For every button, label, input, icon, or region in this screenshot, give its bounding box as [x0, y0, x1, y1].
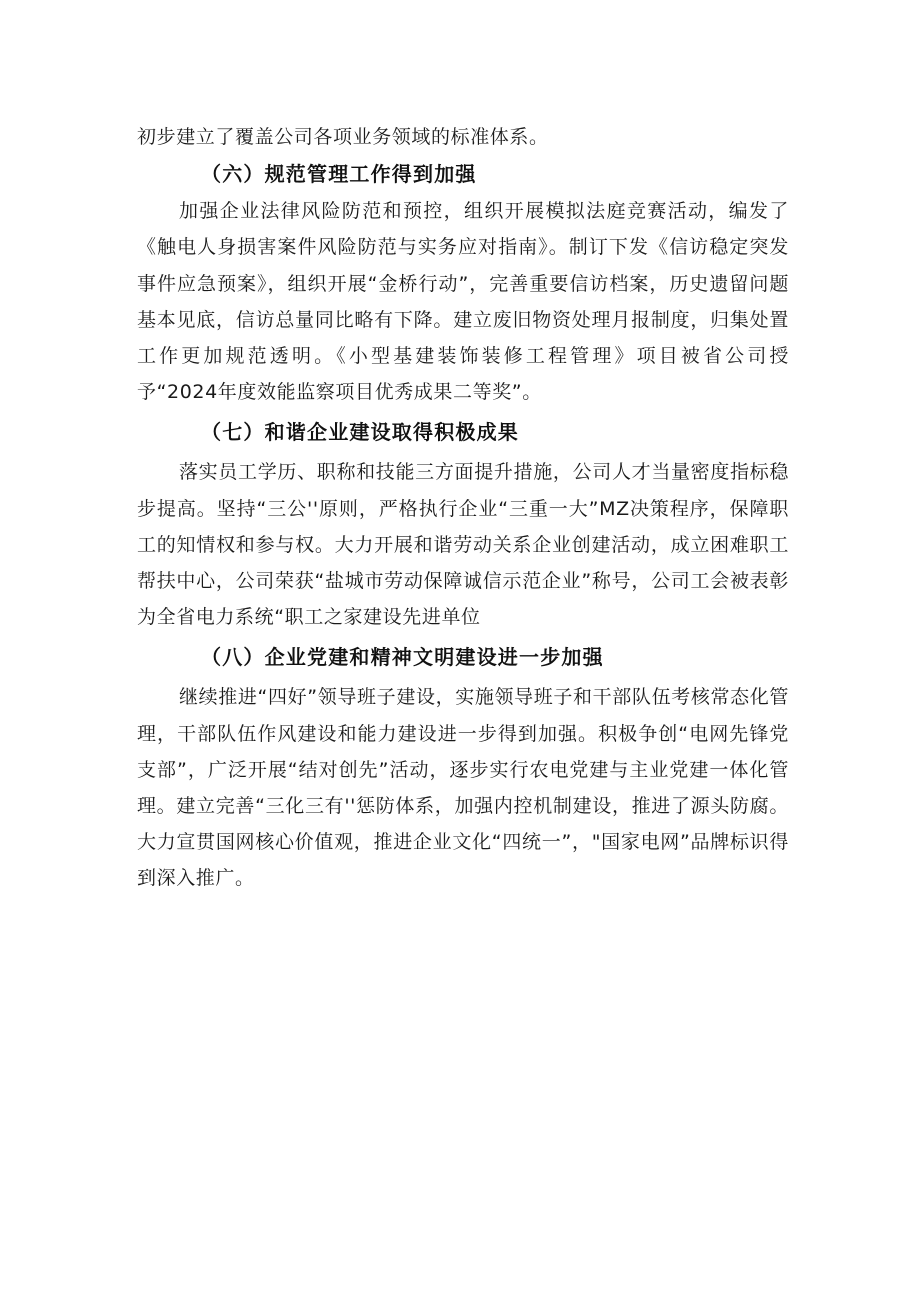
section-heading-6: （六）规范管理工作得到加强 — [201, 162, 477, 187]
section-heading-8: （八）企业党建和精神文明建设进一步加强 — [201, 645, 604, 670]
lead-paragraph: 初步建立了覆盖公司各项业务领域的标准体系。 — [137, 126, 549, 148]
section-body-6: 加强企业法律风险防范和预控，组织开展模拟法庭竞赛活动，编发了《触电人身损害案件风险防范与实务应对指南》。制订下发《信访稳定突发事件应急预案》，组织开展“金桥行动”，完善重要信访档案，历史遗留问题基本见底，信访总量同比略有下降。建立废旧物资处理月报制度，归集处置工作更加规范透明。《小型基建装饰装修工程管理》项目被省公司授予“2024年度效能监察项目优秀成果二等奖”。 — [137, 200, 789, 404]
section-body-7: 落实员工学历、职称和技能三方面提升措施，公司人才当量密度指标稳步提高。坚持“三公''原则，严格执行企业“三重一大”MZ决策程序，保障职工的知情权和参与权。大力开展和谐劳动关系企业创建活动，成立困难职工帮扶中心，公司荣获“盐城市劳动保障诚信示范企业”称号，公司工会被表彰为全省电力系统“职工之家建设先进单位 — [137, 461, 789, 629]
section-body-8: 继续推进“四好”领导班子建设，实施领导班子和干部队伍考核常态化管理，干部队伍作风建设和能力建设进一步得到加强。积极争创“电网先锋党支部”，广泛开展“结对创先”活动，逐步实行农电党建与主业党建一体化管理。建立完善“三化三有''惩防体系，加强内控机制建设，推进了源头防腐。大力宣贯国网核心价值观，推进企业文化“四统一”，"国家电网”品牌标识得到深入推广。 — [137, 686, 789, 890]
document-body — [137, 119, 789, 897]
section-heading-7: （七）和谐企业建设取得积极成果 — [201, 420, 519, 445]
